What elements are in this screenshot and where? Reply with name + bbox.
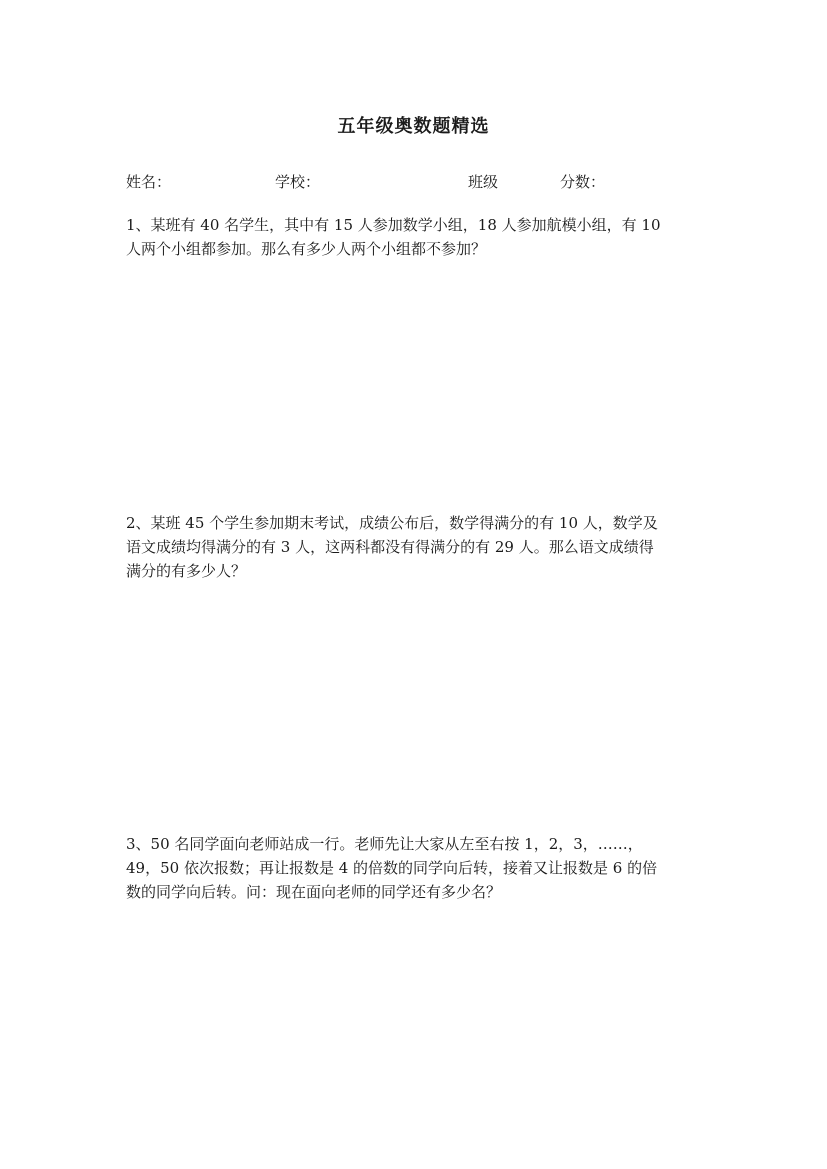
question-2-line-3: 满分的有多少人？: [126, 562, 247, 580]
question-2-line-1: 2、某班 45 个学生参加期末考试，成绩公布后，数学得满分的有 10 人，数学及: [126, 514, 658, 532]
question-1-line-1: 1、某班有 40 名学生，其中有 15 人参加数学小组，18 人参加航模小组，有 10: [126, 216, 661, 234]
question-2: [126, 511, 706, 583]
class-label: 班级: [468, 173, 499, 191]
name-label: 姓名：: [126, 173, 172, 191]
document-title: 五年级奥数题精选: [337, 116, 490, 137]
question-3-line-2: 49，50 依次报数；再让报数是 4 的倍数的同学向后转，接着又让报数是 6 的倍: [126, 859, 658, 877]
question-3-line-3: 数的同学向后转。问：现在面向老师的同学还有多少名？: [126, 883, 502, 901]
school-label: 学校：: [275, 173, 321, 191]
question-3-line-1: 3、50 名同学面向老师站成一行。老师先让大家从左至右按 1，2，3，……，: [126, 835, 643, 853]
question-1-line-2: 人两个小组都参加。那么有多少人两个小组都不参加？: [126, 240, 487, 258]
question-3: [126, 832, 706, 904]
question-1: [126, 213, 706, 261]
score-label: 分数：: [560, 173, 606, 191]
question-2-line-2: 语文成绩均得满分的有 3 人，这两科都没有得满分的有 29 人。那么语文成绩得: [126, 538, 654, 556]
